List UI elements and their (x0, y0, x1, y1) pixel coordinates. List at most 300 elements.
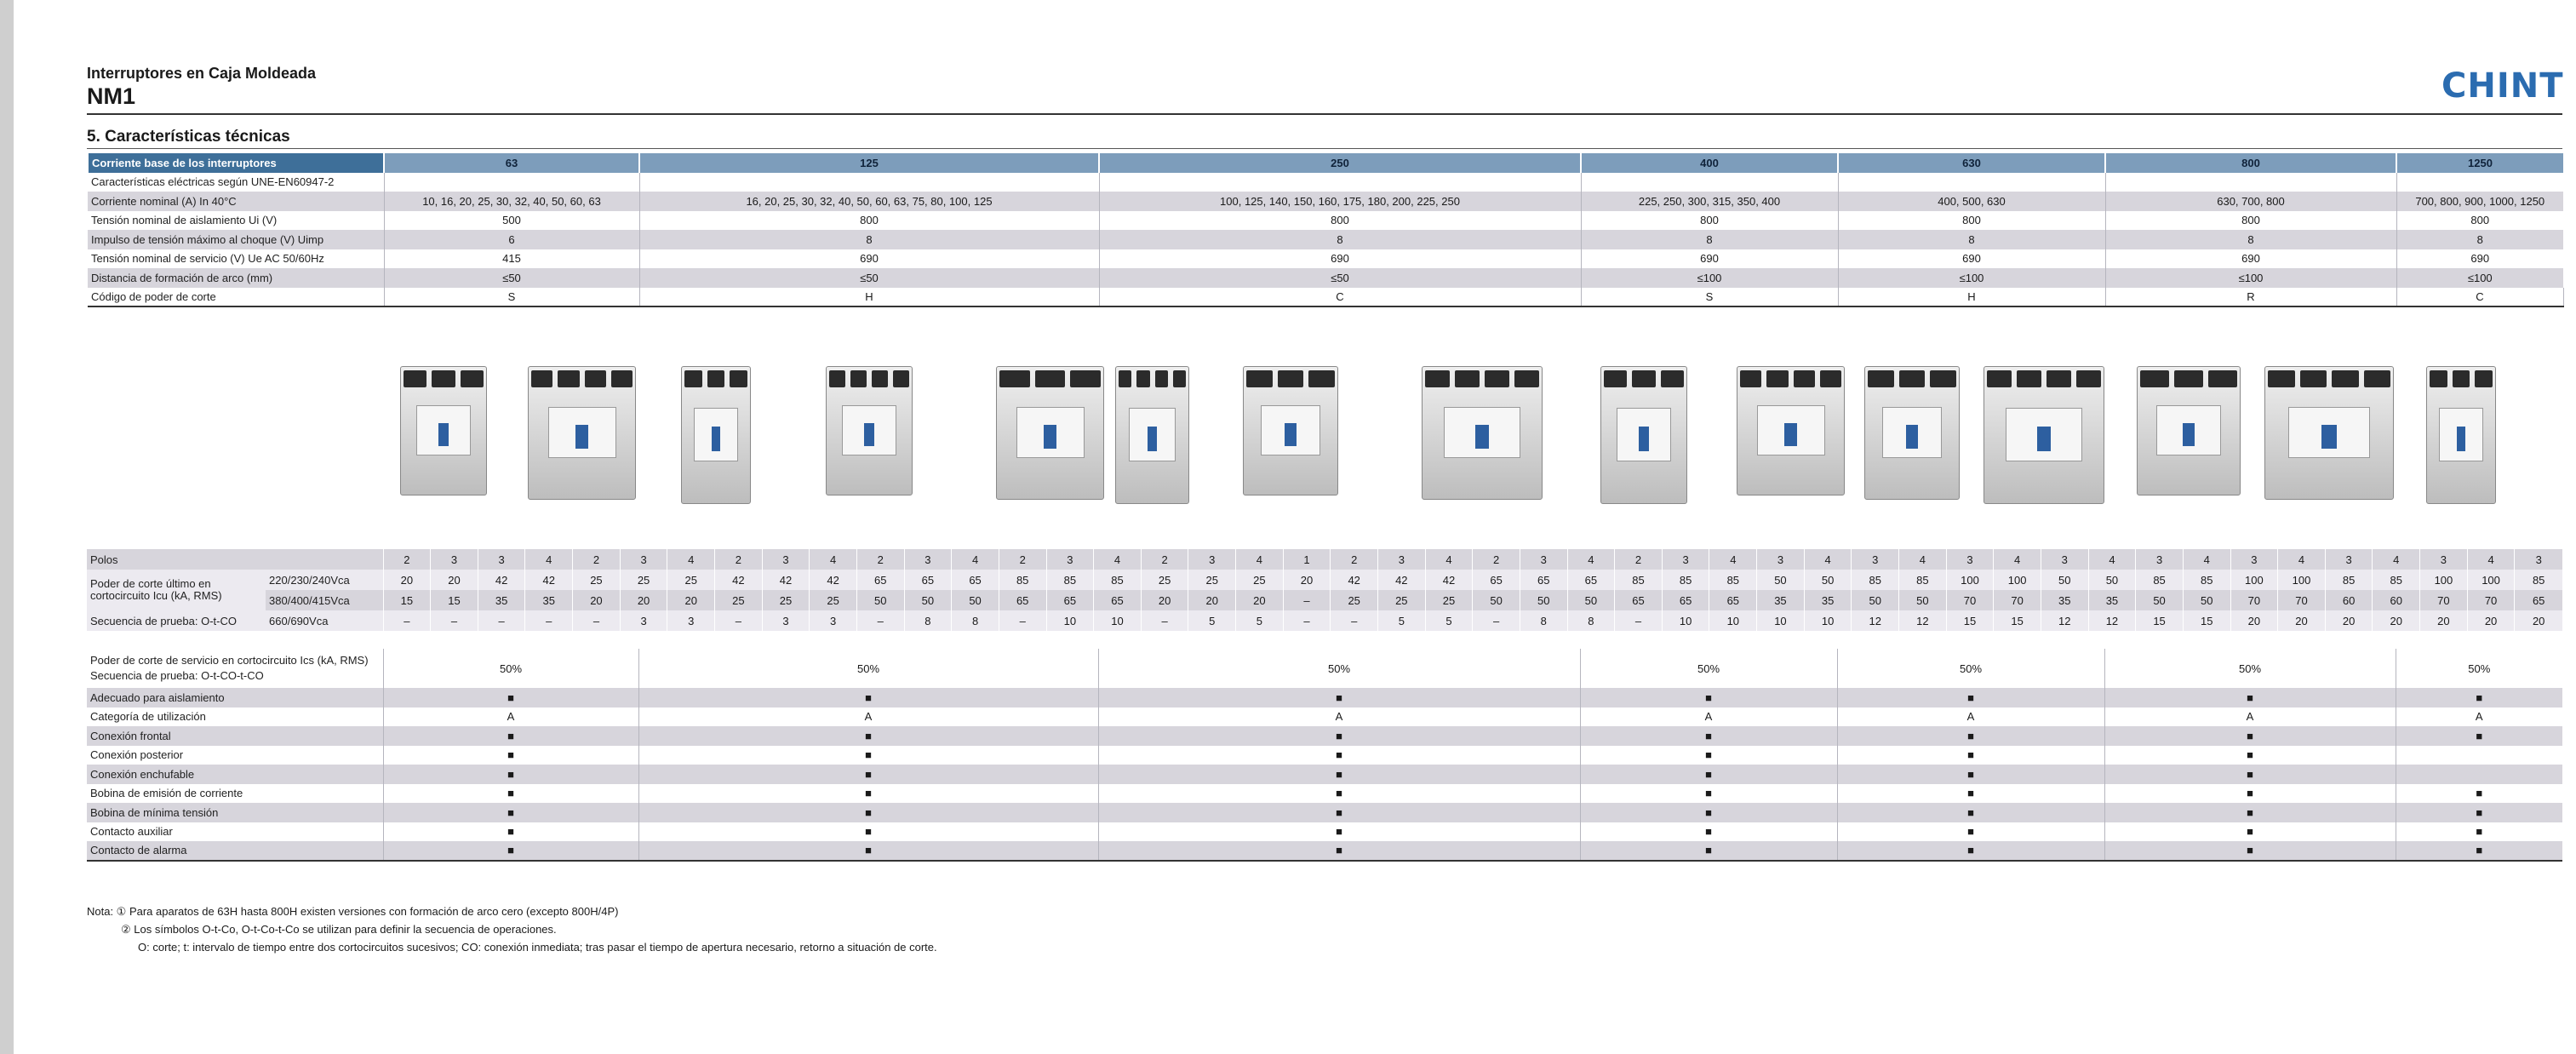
terminal-shape (1899, 370, 1926, 387)
pole-cell: 2 (573, 549, 621, 570)
pole-cell: 3 (1662, 549, 1709, 570)
icu-cell: 85 (2136, 570, 2184, 590)
terminal-shape (2140, 370, 2169, 387)
pole-cell: 3 (2325, 549, 2373, 570)
terminal-shape (850, 370, 867, 387)
spec-table-top (87, 153, 2563, 307)
pole-cell: 4 (1804, 549, 1852, 570)
icu-cell: 60 (2373, 590, 2420, 610)
feature-label: Contacto auxiliar (87, 822, 383, 842)
icu-cell: 20 (620, 590, 667, 610)
terminal-shape (585, 370, 606, 387)
feature-cell: ■ (383, 841, 638, 861)
pole-cell: 3 (2515, 549, 2562, 570)
terminal-shape (558, 370, 579, 387)
pole-cell: 3 (762, 549, 810, 570)
test-sequence-cell: 20 (2325, 610, 2373, 631)
icu-cell: 20 (1141, 590, 1188, 610)
test-sequence-cell: 8 (952, 610, 999, 631)
feature-cell: ■ (2104, 841, 2396, 861)
spec-cell: 630, 700, 800 (2105, 192, 2396, 211)
test-sequence-cell: – (1141, 610, 1188, 631)
test-sequence-cell: 5 (1378, 610, 1426, 631)
pole-cell: 4 (667, 549, 715, 570)
feature-cell: ■ (2104, 803, 2396, 822)
breaker-handle (1906, 425, 1917, 449)
breaker-photo (826, 366, 913, 495)
test-sequence-cell: 3 (620, 610, 667, 631)
pole-cell: 3 (1520, 549, 1567, 570)
icu-cell: 42 (1331, 570, 1378, 590)
breaker-handle (1784, 423, 1797, 446)
header-rule (87, 113, 2562, 115)
terminal-shape (2046, 370, 2071, 387)
feature-label: Contacto de alarma (87, 841, 383, 861)
breaker-photo (1243, 366, 1338, 495)
spec-cell: ≤100 (2105, 268, 2396, 288)
pole-cell: 3 (1378, 549, 1426, 570)
frame-800: 800 (2105, 153, 2396, 173)
terminal-shape (2268, 370, 2295, 387)
pole-cell: 3 (1188, 549, 1236, 570)
icu-cell: 65 (904, 570, 952, 590)
spec-label: Características eléctricas según UNE-EN60947-2 (91, 175, 335, 189)
icu-cell: 50 (1473, 590, 1520, 610)
terminal-shape (611, 370, 633, 387)
breaker-photo (996, 366, 1104, 500)
icu-cell: 50 (856, 590, 904, 610)
feature-cell: ■ (1837, 765, 2104, 784)
test-sequence-cell: 5 (1236, 610, 1284, 631)
pole-cell: 4 (2467, 549, 2515, 570)
terminal-shape (2453, 370, 2470, 387)
icu-cell: 20 (1283, 570, 1331, 590)
feature-cell: ■ (1837, 803, 2104, 822)
test-sequence-cell: 20 (2230, 610, 2278, 631)
breaking-code-cell: S (1581, 288, 1838, 307)
feature-row (87, 688, 2562, 707)
feature-cell: ■ (1837, 726, 2104, 746)
spec-cell: ≤50 (1099, 268, 1581, 288)
spec-cell: 8 (1838, 230, 2105, 249)
test-sequence-cell: – (478, 610, 525, 631)
feature-cell: ■ (1098, 784, 1580, 804)
pole-cell: 4 (810, 549, 857, 570)
feature-cell: ■ (383, 746, 638, 765)
feature-cell: ■ (383, 688, 638, 707)
terminal-shape (684, 370, 702, 387)
frame-250: 250 (1099, 153, 1581, 173)
icu-cell: 42 (525, 570, 573, 590)
test-sequence-cell: 20 (2515, 610, 2562, 631)
test-sequence-cell: 10 (1757, 610, 1805, 631)
terminal-shape (999, 370, 1030, 387)
feature-cell: ■ (2396, 803, 2562, 822)
icu-cell: 42 (1378, 570, 1426, 590)
spec-row (88, 192, 2563, 211)
test-sequence-cell: – (715, 610, 763, 631)
terminal-shape (1632, 370, 1655, 387)
feature-cell: ■ (638, 765, 1098, 784)
test-sequence-cell: 15 (2183, 610, 2230, 631)
test-sequence-cell: 8 (904, 610, 952, 631)
icu-cell: 25 (1331, 590, 1378, 610)
terminal-shape (1070, 370, 1101, 387)
note-line: O: corte; t: intervalo de tiempo entre dos cortocircuitos sucesivos; CO: conexión inmediata; tras pasar el tiempo de apertura necesario, retorno a situación de corte. (138, 941, 937, 954)
icu-cell: 25 (715, 590, 763, 610)
feature-cell: ■ (638, 822, 1098, 842)
terminal-shape (1173, 370, 1186, 387)
breaking-code-cell: R (2105, 288, 2396, 307)
icu-cell: 60 (2325, 590, 2373, 610)
terminal-shape (1246, 370, 1273, 387)
icu-cell: 35 (1804, 590, 1852, 610)
spec-row (88, 249, 2563, 269)
terminal-shape (2174, 370, 2203, 387)
test-sequence-voltage: 660/690Vca (266, 610, 383, 631)
icu-cell: 15 (431, 590, 478, 610)
breaker-handle (1639, 427, 1649, 451)
feature-cell: A (2396, 707, 2562, 727)
spec-cell: ≤100 (1838, 268, 2105, 288)
ics-cell: 50% (2396, 649, 2562, 688)
spec-cell: 690 (639, 249, 1099, 269)
icu-cell: 85 (1852, 570, 1899, 590)
icu-cell: 50 (1757, 570, 1805, 590)
test-sequence-cell: 20 (2467, 610, 2515, 631)
terminal-shape (1119, 370, 1131, 387)
performance-table (87, 549, 2562, 631)
terminal-shape (461, 370, 484, 387)
test-sequence-cell: 10 (1804, 610, 1852, 631)
feature-cell: ■ (2396, 688, 2562, 707)
ics-cell: 50% (1837, 649, 2104, 688)
feature-label: Conexión enchufable (87, 765, 383, 784)
frame-125: 125 (639, 153, 1099, 173)
frame-63: 63 (384, 153, 639, 173)
spec-cell: 8 (1099, 230, 1581, 249)
feature-cell: ■ (1837, 784, 2104, 804)
test-sequence-cell: 10 (1709, 610, 1757, 631)
terminal-shape (1930, 370, 1956, 387)
icu-cell: 85 (2325, 570, 2373, 590)
breaking-code-cell: C (2396, 288, 2563, 307)
spec-cell: ≤50 (639, 268, 1099, 288)
features-table (87, 649, 2562, 862)
icu-cell: 50 (1804, 570, 1852, 590)
breaker-handle (2321, 425, 2337, 449)
icu-cell: 25 (1141, 570, 1188, 590)
test-sequence-cell: – (1331, 610, 1378, 631)
header-subtitle: Interruptores en Caja Moldeada (87, 65, 317, 82)
icu-cell: 65 (1520, 570, 1567, 590)
test-sequence-cell: – (383, 610, 431, 631)
spec-cell: 800 (1581, 211, 1838, 231)
feature-cell: ■ (2104, 784, 2396, 804)
icu-cell: 65 (999, 590, 1046, 610)
terminal-shape (872, 370, 888, 387)
feature-cell: A (383, 707, 638, 727)
icu-voltage: 220/230/240Vca (266, 570, 383, 590)
spec-cell: 800 (1099, 211, 1581, 231)
feature-row (87, 784, 2562, 804)
terminal-shape (1794, 370, 1815, 387)
spec-cell: 500 (384, 211, 639, 231)
pole-cell: 4 (2278, 549, 2326, 570)
icu-cell: 42 (715, 570, 763, 590)
spec-cell (384, 173, 639, 192)
pole-cell: 4 (1236, 549, 1284, 570)
icu-cell: 65 (1662, 590, 1709, 610)
breaker-photo (2137, 366, 2241, 495)
feature-cell: ■ (2396, 841, 2562, 861)
frame-row (88, 153, 2563, 173)
icu-cell: 25 (1236, 570, 1284, 590)
note-line: ② Los símbolos O-t-Co, O-t-Co-t-Co se utilizan para definir la secuencia de operaciones. (121, 923, 557, 936)
pole-cell: 4 (2373, 549, 2420, 570)
poles-row (87, 549, 2562, 570)
terminal-shape (1514, 370, 1539, 387)
feature-cell: ■ (2104, 726, 2396, 746)
ics-row (87, 649, 2562, 688)
icu-cell: 25 (762, 590, 810, 610)
icu-cell: 50 (2136, 590, 2184, 610)
feature-row (87, 822, 2562, 842)
spec-label: Distancia de formación de arco (mm) (88, 268, 384, 288)
test-sequence-cell: 20 (2278, 610, 2326, 631)
spec-cell: 8 (2396, 230, 2563, 249)
spec-label: Tensión nominal de servicio (V) Ue AC 50/60Hz (91, 252, 324, 266)
icu-cell: 70 (2278, 590, 2326, 610)
feature-cell: ■ (1837, 822, 2104, 842)
terminal-shape (1136, 370, 1149, 387)
feature-row (87, 726, 2562, 746)
spec-label: Tensión nominal de aislamiento Ui (V) (91, 214, 278, 227)
feature-cell: ■ (2104, 688, 2396, 707)
icu-cell: 100 (2420, 570, 2468, 590)
icu-cell: 50 (2183, 590, 2230, 610)
feature-cell (2396, 765, 2562, 784)
icu-cell: 20 (1188, 590, 1236, 610)
icu-cell: 70 (1946, 590, 1994, 610)
spec-cell (639, 173, 1099, 192)
icu-cell: 100 (1946, 570, 1994, 590)
breaker-handle (2037, 427, 2052, 451)
icu-cell: 65 (1094, 590, 1142, 610)
spec-cell: 8 (2105, 230, 2396, 249)
test-sequence-cell: 3 (667, 610, 715, 631)
spec-cell: 800 (639, 211, 1099, 231)
icu-cell: 15 (383, 590, 431, 610)
breaker-photo (1984, 366, 2104, 504)
pole-cell: 2 (715, 549, 763, 570)
breaker-photo (1864, 366, 1960, 500)
spec-row (88, 173, 2563, 192)
test-sequence-cell: 5 (1188, 610, 1236, 631)
feature-cell: ■ (638, 688, 1098, 707)
icu-cell: 85 (2373, 570, 2420, 590)
feature-label: Categoría de utilización (87, 707, 383, 727)
breaker-photo (1737, 366, 1845, 495)
test-sequence-cell: 15 (1946, 610, 1994, 631)
test-sequence-cell: – (431, 610, 478, 631)
breaking-code-label: Código de poder de corte (88, 288, 384, 307)
icu-cell: 50 (952, 590, 999, 610)
icu-label: Poder de corte último en cortocircuito Icu (kA, RMS) (87, 570, 266, 610)
test-sequence-cell: – (856, 610, 904, 631)
note-line: Nota: ① Para aparatos de 63H hasta 800H existen versiones con formación de arco cero (excepto 800H/4P) (87, 905, 619, 918)
spec-cell: 415 (384, 249, 639, 269)
feature-cell: A (1580, 707, 1837, 727)
icu-cell: 85 (1615, 570, 1663, 590)
icu-cell: 70 (2230, 590, 2278, 610)
test-sequence-cell: 10 (1094, 610, 1142, 631)
icu-cell: 100 (2278, 570, 2326, 590)
terminal-shape (531, 370, 552, 387)
terminal-shape (2475, 370, 2493, 387)
feature-cell: ■ (2396, 822, 2562, 842)
icu-cell: 65 (1615, 590, 1663, 610)
spec-cell: 10, 16, 20, 25, 30, 32, 40, 50, 60, 63 (384, 192, 639, 211)
icu-cell: 65 (2515, 590, 2562, 610)
feature-cell: ■ (383, 726, 638, 746)
breaker-handle (575, 425, 588, 449)
feature-cell: A (638, 707, 1098, 727)
breaker-handle (2183, 423, 2195, 446)
breaker-photo (681, 366, 751, 504)
ics-label-line1: Poder de corte de servicio en cortocircuito Ics (kA, RMS) (90, 654, 369, 667)
test-sequence-cell: – (525, 610, 573, 631)
spec-cell: 8 (1581, 230, 1838, 249)
feature-cell: A (1837, 707, 2104, 727)
spec-row (88, 211, 2563, 231)
feature-cell: ■ (2396, 726, 2562, 746)
pole-cell: 2 (1141, 549, 1188, 570)
feature-label: Adecuado para aislamiento (87, 688, 383, 707)
icu-cell: 25 (1425, 590, 1473, 610)
spec-row (88, 230, 2563, 249)
feature-cell: ■ (2104, 746, 2396, 765)
terminal-shape (1740, 370, 1761, 387)
terminal-shape (1308, 370, 1335, 387)
spec-cell (1838, 173, 2105, 192)
section-title: 5. Características técnicas (87, 128, 290, 146)
icu-cell: 50 (1567, 590, 1615, 610)
icu-cell: 100 (2230, 570, 2278, 590)
pole-cell: 3 (2136, 549, 2184, 570)
feature-label: Bobina de mínima tensión (87, 803, 383, 822)
icu-cell: 25 (667, 570, 715, 590)
test-sequence-cell: – (573, 610, 621, 631)
feature-cell: ■ (1098, 688, 1580, 707)
feature-cell: ■ (383, 765, 638, 784)
icu-cell: 42 (810, 570, 857, 590)
feature-cell: ■ (1580, 841, 1837, 861)
icu-cell: 65 (1567, 570, 1615, 590)
feature-cell: ■ (1837, 746, 2104, 765)
page-title: NM1 (87, 83, 136, 109)
test-sequence-cell: 15 (1994, 610, 2041, 631)
icu-cell: 85 (1899, 570, 1947, 590)
test-sequence-cell: 8 (1520, 610, 1567, 631)
feature-cell: ■ (1098, 726, 1580, 746)
icu-cell: 25 (1378, 590, 1426, 610)
pole-cell: 3 (1946, 549, 1994, 570)
feature-row (87, 746, 2562, 765)
test-sequence-label: Secuencia de prueba: O-t-CO (87, 610, 266, 631)
icu-cell: 35 (1757, 590, 1805, 610)
icu-cell: 85 (1662, 570, 1709, 590)
feature-cell: ■ (1098, 822, 1580, 842)
icu-cell: 100 (1994, 570, 2041, 590)
feature-cell: ■ (638, 803, 1098, 822)
feature-cell: ■ (638, 841, 1098, 861)
test-sequence-cell: 20 (2373, 610, 2420, 631)
breaking-code-row (88, 288, 2563, 307)
icu-cell: 50 (2088, 570, 2136, 590)
breaker-photo (528, 366, 636, 500)
spec-cell: 690 (1099, 249, 1581, 269)
icu-cell: 50 (904, 590, 952, 610)
terminal-shape (1485, 370, 1509, 387)
breaking-code-cell: H (1838, 288, 2105, 307)
breaker-handle (1285, 423, 1296, 446)
icu-cell: 85 (2515, 570, 2562, 590)
breaking-code-cell: S (384, 288, 639, 307)
spec-cell: 16, 20, 25, 30, 32, 40, 50, 60, 63, 75, 80, 100, 125 (639, 192, 1099, 211)
icu-cell: 35 (2041, 590, 2088, 610)
icu-cell: 50 (1520, 590, 1567, 610)
pole-cell: 2 (1473, 549, 1520, 570)
pole-cell: 4 (1567, 549, 1615, 570)
pole-cell: 3 (478, 549, 525, 570)
pole-cell: 3 (2041, 549, 2088, 570)
frame-1250: 1250 (2396, 153, 2563, 173)
pole-cell: 4 (1994, 549, 2041, 570)
test-sequence-cell: 12 (2041, 610, 2088, 631)
icu-cell: 20 (667, 590, 715, 610)
breaker-handle (712, 427, 720, 451)
breaker-handle (438, 423, 449, 446)
icu-cell: – (1283, 590, 1331, 610)
feature-cell: ■ (1098, 841, 1580, 861)
breaker-photo (400, 366, 487, 495)
test-sequence-cell: 10 (1662, 610, 1709, 631)
poles-label: Polos (87, 549, 383, 570)
feature-cell: ■ (638, 784, 1098, 804)
icu-cell: 35 (525, 590, 573, 610)
spec-cell: ≤100 (2396, 268, 2563, 288)
pole-cell: 4 (2088, 549, 2136, 570)
icu-cell: 85 (1094, 570, 1142, 590)
pole-cell: 3 (1046, 549, 1094, 570)
feature-cell: ■ (383, 803, 638, 822)
spec-cell: 800 (2105, 211, 2396, 231)
pole-cell: 2 (1331, 549, 1378, 570)
ics-cell: 50% (2104, 649, 2396, 688)
ics-cell: 50% (1580, 649, 1837, 688)
spec-cell: 800 (2396, 211, 2563, 231)
terminal-shape (1766, 370, 1788, 387)
test-sequence-cell: 3 (810, 610, 857, 631)
icu-cell: 70 (1994, 590, 2041, 610)
pole-cell: 2 (999, 549, 1046, 570)
spec-row (88, 268, 2563, 288)
feature-cell: ■ (1098, 765, 1580, 784)
feature-cell: ■ (638, 726, 1098, 746)
terminal-shape (432, 370, 455, 387)
feature-cell: ■ (1098, 746, 1580, 765)
